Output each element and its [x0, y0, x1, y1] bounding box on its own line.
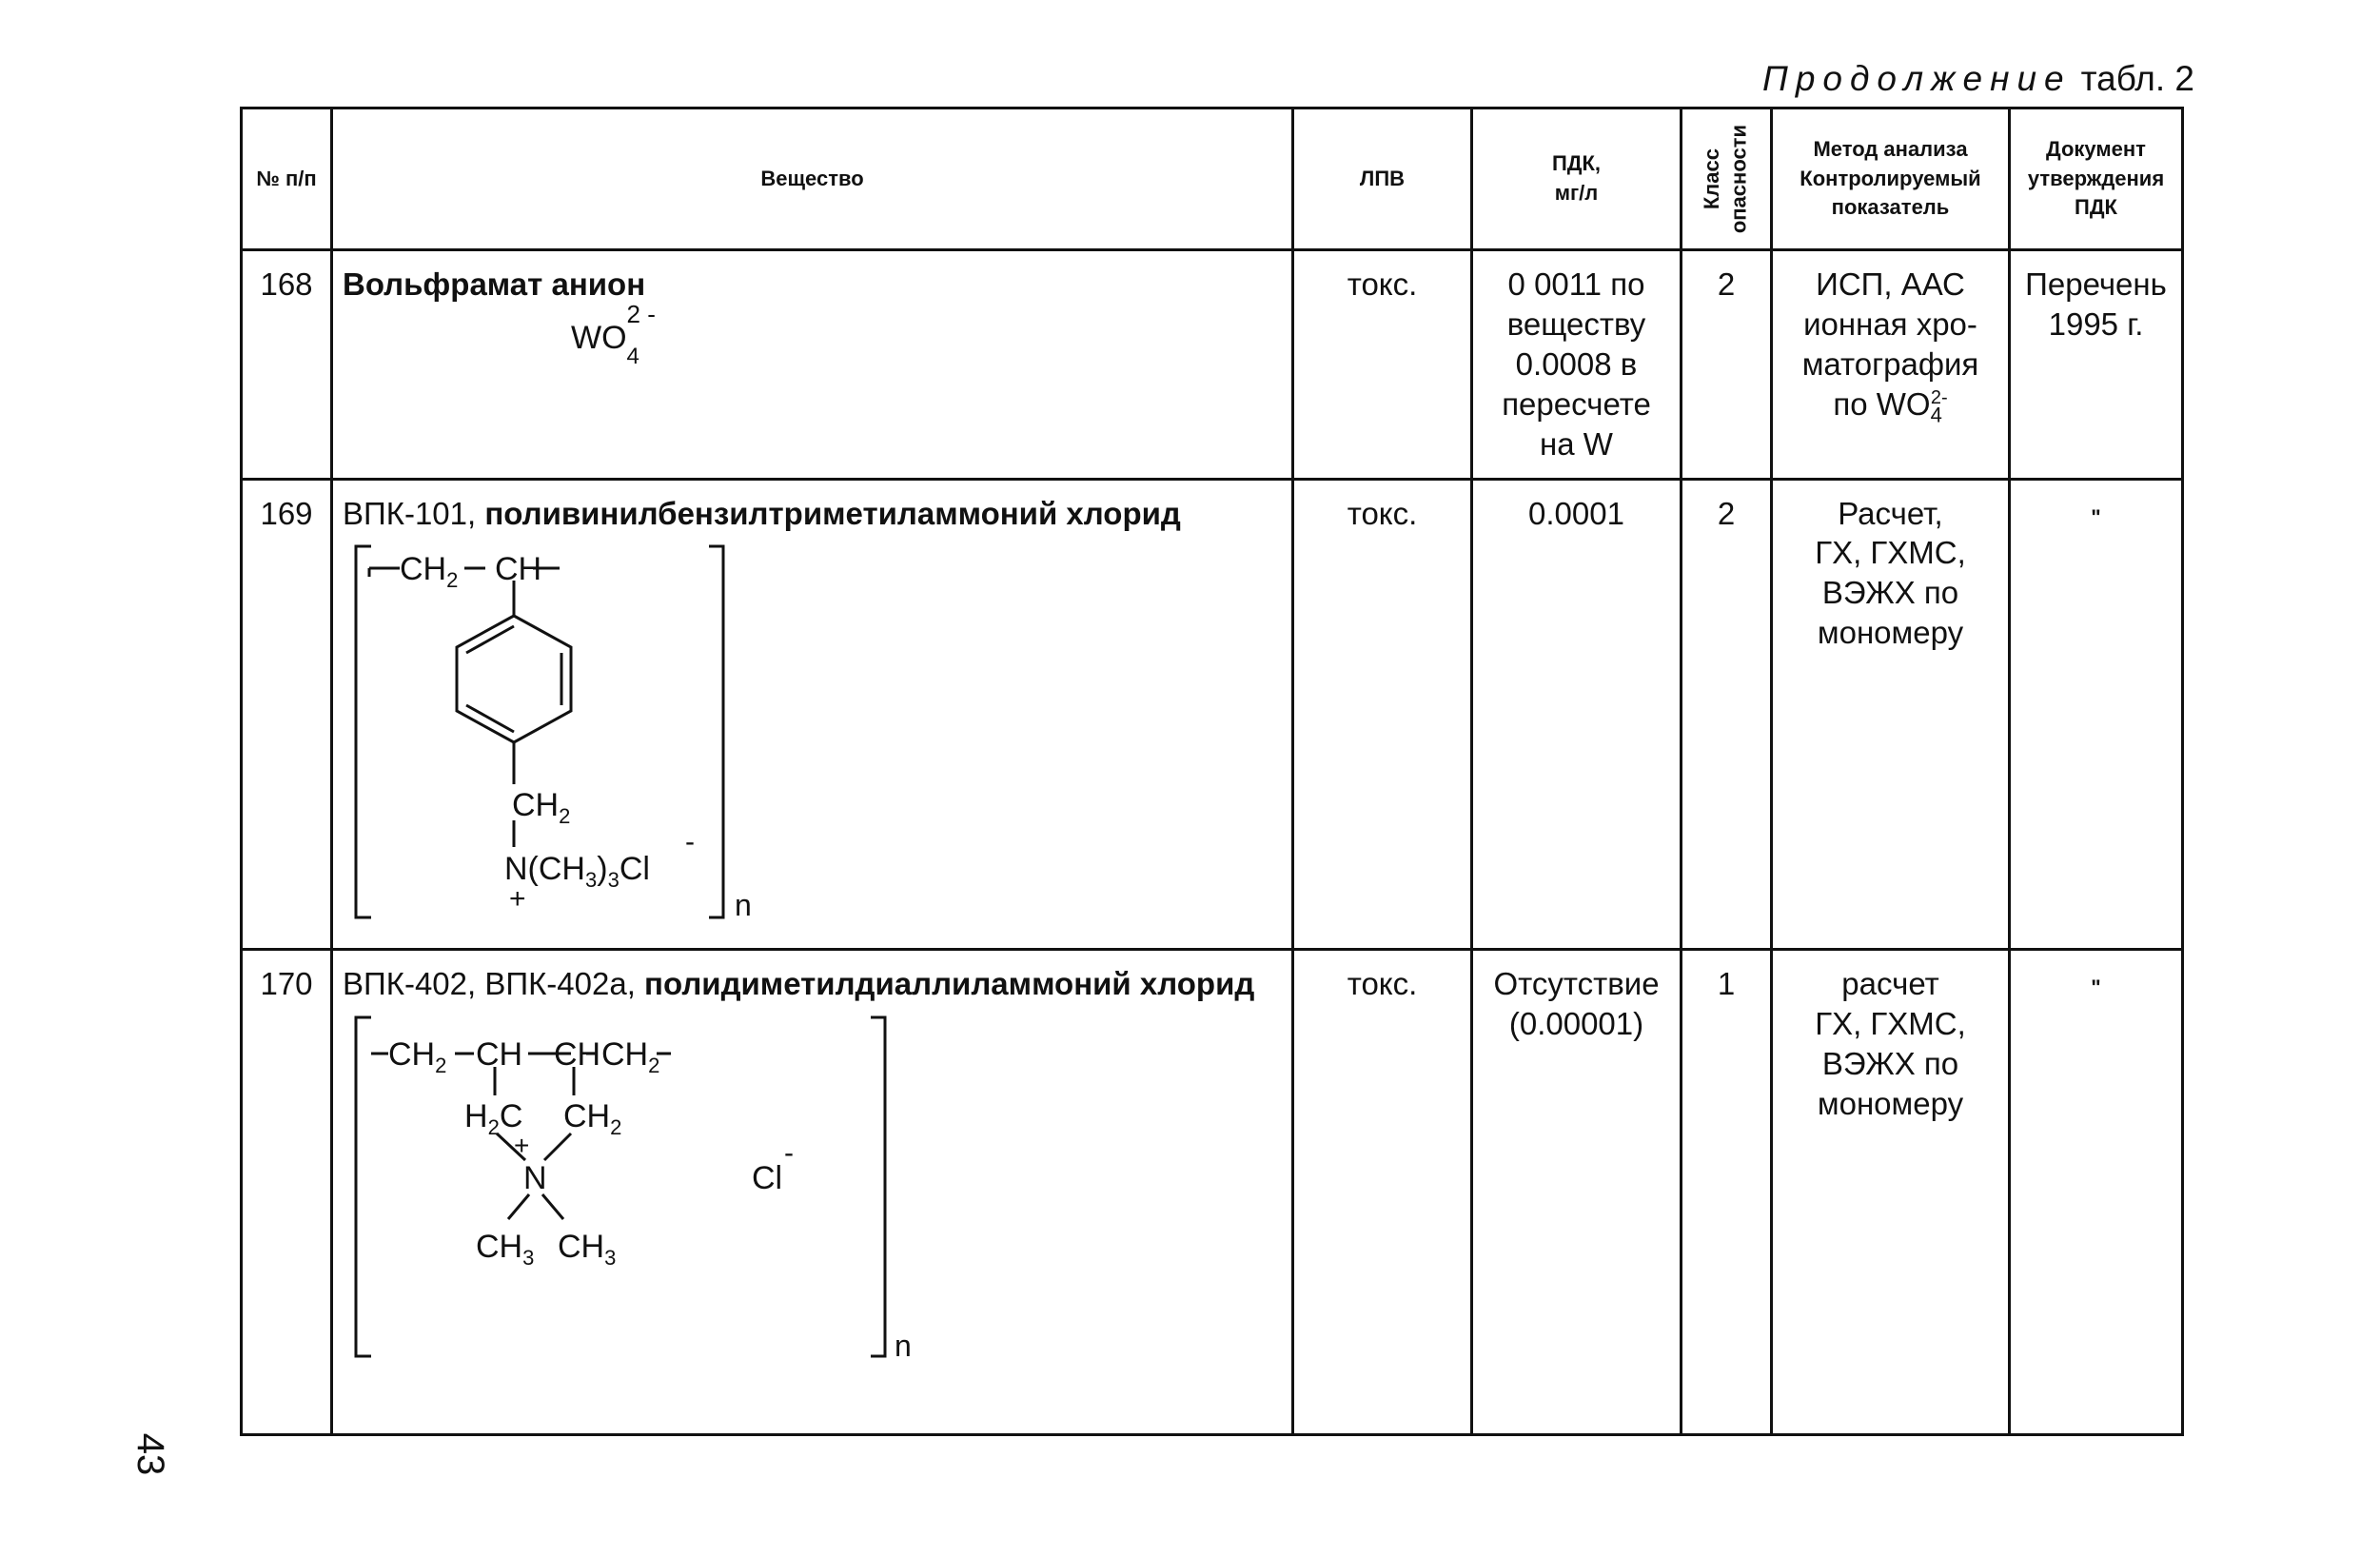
class-cell: 1: [1682, 950, 1772, 1435]
col-header-lpv: ЛПВ: [1293, 108, 1472, 250]
substance-name: ВПК-101, поливинилбензилтриметиламмоний хлорид: [343, 495, 1181, 531]
header-row: [242, 108, 2183, 250]
right-bracket: [709, 546, 723, 917]
svg-text:CH3: $CH_3$: [476, 1229, 535, 1271]
table-row: [242, 250, 2183, 480]
table-row: [242, 479, 2183, 950]
method-cell: ИСП, ААС ионная хро- матография по $WO_4^{2-}$: [1772, 250, 2010, 480]
left-bracket: [356, 546, 371, 917]
svg-text:+: +: [514, 1131, 530, 1161]
method-cell: расчет ГХ, ГХМС, ВЭЖХ по мономеру: [1772, 950, 2010, 1435]
ditto-mark: ": [2091, 976, 2101, 1000]
lpv-cell: токс.: [1293, 950, 1472, 1435]
benzene-ring: [457, 616, 571, 742]
substances-table: [240, 107, 2184, 1436]
col-header-document: Документ утверждения ПДК: [2010, 108, 2183, 250]
svg-text:CH2: $CH_2$: [388, 1036, 447, 1078]
class-cell: 2: [1682, 250, 1772, 480]
row-number: 170: [242, 950, 332, 1435]
substance-name: Вольфрамат анион: [343, 266, 646, 302]
row-number: 169: [242, 479, 332, 950]
pdk-cell: 0.0001: [1472, 479, 1682, 950]
col-header-method: Метод анализа Контролируемый показатель: [1772, 108, 2010, 250]
col-header-substance: Вещество: [332, 108, 1293, 250]
table-row: [242, 950, 2183, 1435]
structure-vpk101: [343, 535, 914, 935]
continuation-word: Продолжение: [1762, 59, 2072, 98]
svg-text:-: -: [685, 826, 695, 858]
substance-name: ВПК-402, ВПК-402а, полидиметилдиаллиламмоний хлорид: [343, 966, 1255, 1002]
svg-text:CH2: $CH_2$: [512, 787, 571, 829]
svg-text:CH2: $CH_2$: [601, 1036, 660, 1078]
page-number: 43: [129, 1432, 171, 1476]
col-header-pdk: ПДК, мг/л: [1472, 108, 1682, 250]
substance-cell: [332, 950, 1293, 1435]
document-cell: [2010, 479, 2183, 950]
svg-text:CH: CH: [554, 1036, 601, 1074]
svg-text:H2C: $H_2C$: [464, 1098, 523, 1140]
class-cell: 2: [1682, 479, 1772, 950]
ditto-mark: ": [2091, 504, 2101, 529]
svg-text:CH2: $CH_2$: [400, 551, 459, 593]
document-cell: Перечень 1995 г.: [2010, 250, 2183, 480]
svg-text:N(CH3)3Cl: $N(CH_3)_3Cl$: [504, 851, 650, 893]
lpv-cell: токс.: [1293, 479, 1472, 950]
col-header-num: № п/п: [242, 108, 332, 250]
substance-cell: [332, 479, 1293, 950]
lpv-cell: токс.: [1293, 250, 1472, 480]
svg-text:n: n: [735, 888, 752, 923]
substance-cell: [332, 250, 1293, 480]
svg-text:-: -: [784, 1137, 794, 1170]
table-continuation-label: [1762, 59, 2194, 99]
pdk-cell: Отсутствие (0.00001): [1472, 950, 1682, 1435]
svg-text:Cl: Cl: [752, 1160, 783, 1197]
svg-text:CH2: $CH_2$: [563, 1098, 622, 1140]
svg-text:N: N: [523, 1160, 547, 1197]
continuation-table-ref: табл. 2: [2080, 59, 2194, 98]
svg-text:+: +: [509, 883, 526, 916]
pdk-cell: 0 0011 по веществу 0.0008 в пересчете на W: [1472, 250, 1682, 480]
right-bracket: [871, 1017, 885, 1356]
formula-tungstate: WO 2 - $_4$: [571, 299, 656, 369]
svg-text:CH: CH: [476, 1036, 523, 1074]
svg-text:CH: CH: [495, 551, 542, 588]
row-number: 168: [242, 250, 332, 480]
left-bracket: [356, 1017, 371, 1356]
structure-vpk402: [343, 1008, 914, 1370]
svg-text:CH3: $CH_3$: [558, 1229, 617, 1271]
svg-text:n: n: [895, 1329, 912, 1364]
document-cell: [2010, 950, 2183, 1435]
method-cell: Расчет, ГХ, ГХМС, ВЭЖХ по мономеру: [1772, 479, 2010, 950]
col-header-class: Класс опасности: [1682, 108, 1772, 250]
